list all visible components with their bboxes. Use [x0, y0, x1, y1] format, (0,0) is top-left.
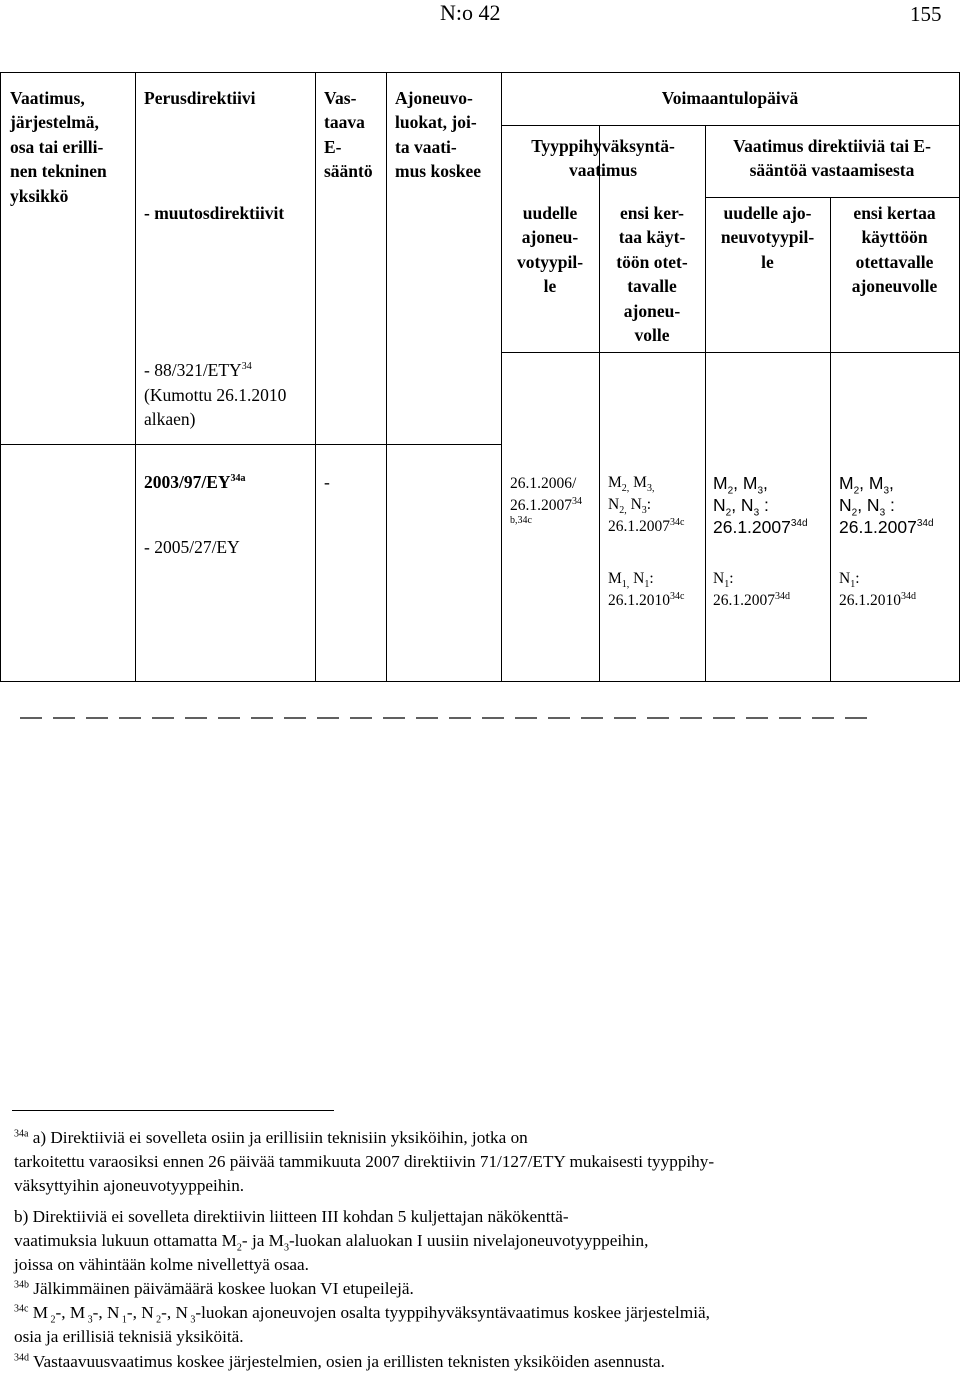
dashed-separator: [20, 712, 870, 724]
repeal-note: (Kumottu 26.1.2010 alkaen): [144, 385, 287, 430]
directive-2005-27: - 2005/27/EY: [144, 537, 240, 557]
type-approval-new-note: b,34c: [510, 515, 532, 526]
conformity-new-m2m3n2n3: $M_2$, $M_3$, $N_2$, $N_3$ : $26.1.2007^{34d}$: [713, 473, 808, 537]
sub-header-new-type-1: uudelle ajoneu- votyypil- le: [516, 203, 584, 297]
sub-header-first-use-1: ensi ker- taa käyt- töön otet- tavalle ajoneu- volle: [616, 203, 688, 346]
type-approval-new-date-2: 26.1.2007$^{34}$: [510, 495, 582, 514]
section-number: N:o 42: [440, 0, 501, 25]
footnote-34b: $^{34b}$ Jälkimmäinen päivämäärä koskee luokan VI etupeilejä.: [14, 1279, 414, 1298]
conformity-requirement-header: Vaatimus direktiiviä tai E- sääntöä vastaamisesta: [733, 136, 931, 181]
type-approval-header: Tyyppihyväksyntä- vaatimus: [531, 136, 675, 181]
conformity-new-n1: $N_1$: $26.1.2007^{34d}$: [713, 570, 790, 609]
requirements-table: [0, 72, 960, 682]
col-vehicle-categories-header: Ajoneuvo- luokat, joi- ta vaati- mus koskee: [395, 88, 482, 182]
e-regulation-value: -: [324, 472, 330, 492]
footnote-rule: [12, 1110, 334, 1111]
footnote-34c-line2: osia ja erillisiä teknisiä yksiköitä.: [14, 1327, 244, 1346]
directive-2003-97: $2003/97/EY^{34a}$: [144, 472, 246, 492]
conformity-first-use-m2m3n2n3: $M_2$, $M_3$, $N_2$, $N_3$ : $26.1.2007^{34d}$: [839, 473, 934, 537]
page-number: 155: [910, 2, 942, 26]
footnote-34d: $^{34d}$ Vastaavuusvaatimus koskee järjestelmien, osien ja erillisten teknisten yksiköiden asennusta.: [14, 1352, 665, 1371]
sub-header-new-type-2: uudelle ajo- neuvotyypil- le: [720, 203, 815, 272]
directive-88-321: - 88/321/ETY$^{34}$: [144, 360, 252, 380]
footnote-34c-line1: $^{34c}$ M $_2$-, M $_3$-, N $_1$-, N $_2$-, N $_3$-luokan ajoneuvojen osalta tyyppihyväksyntävaatimus koskee järjestelmiä,: [14, 1303, 710, 1326]
col-entry-into-force-header: Voimaantulopäivä: [661, 88, 799, 108]
type-approval-first-use-m2m3n2n3: $M_{2,}$ $M_{3,}$ $N_{2,}$ $N_3$: $26.1.2007^{34c}$: [608, 474, 685, 535]
footnote-34a-b-line2: vaatimuksia lukuun ottamatta $M_2-$ ja $M_3$-luokan alaluokan I uusiin nivelajoneuvotyyppeihin,: [14, 1231, 649, 1254]
footnote-34a-b-line1: b) Direktiiviä ei sovelleta direktiivin liitteen III kohdan 5 kuljettajan näkökenttä-: [14, 1207, 569, 1226]
conformity-first-use-n1: $N_1$: $26.1.2010^{34d}$: [839, 570, 916, 609]
footnote-34a-a: $^{34a}$ a) Direktiiviä ei sovelleta osiin ja erillisiin teknisiin yksiköihin, jotka on tarkoitettu varaosiksi ennen 26 päivää tammikuuta 2007 direktiivin 71/127/ETY mukaisesti tyyppihy- väksyttyihin ajoneuvotyyppeihin.: [14, 1128, 715, 1195]
col-amending-directives-header: - muutosdirektiivit: [144, 203, 285, 223]
footnote-34a-b-line3: joissa on vähintään kolme nivellettyä osaa.: [14, 1255, 309, 1274]
type-approval-first-use-m1n1: $M_{1,}$ $N_1$: $26.1.2010^{34c}$: [608, 570, 685, 609]
type-approval-new-date-1: 26.1.2006/: [510, 475, 577, 492]
col-requirement-header: Vaatimus, järjestelmä, osa tai erilli- nen tekninen yksikkö: [10, 88, 107, 206]
col-e-regulation-header: Vas- taava E- sääntö: [324, 88, 373, 182]
col-base-directive-header: Perusdirektiivi: [144, 88, 256, 108]
sub-header-first-use-2: ensi kertaa käyttöön otettavalle ajoneuvolle: [851, 203, 938, 297]
